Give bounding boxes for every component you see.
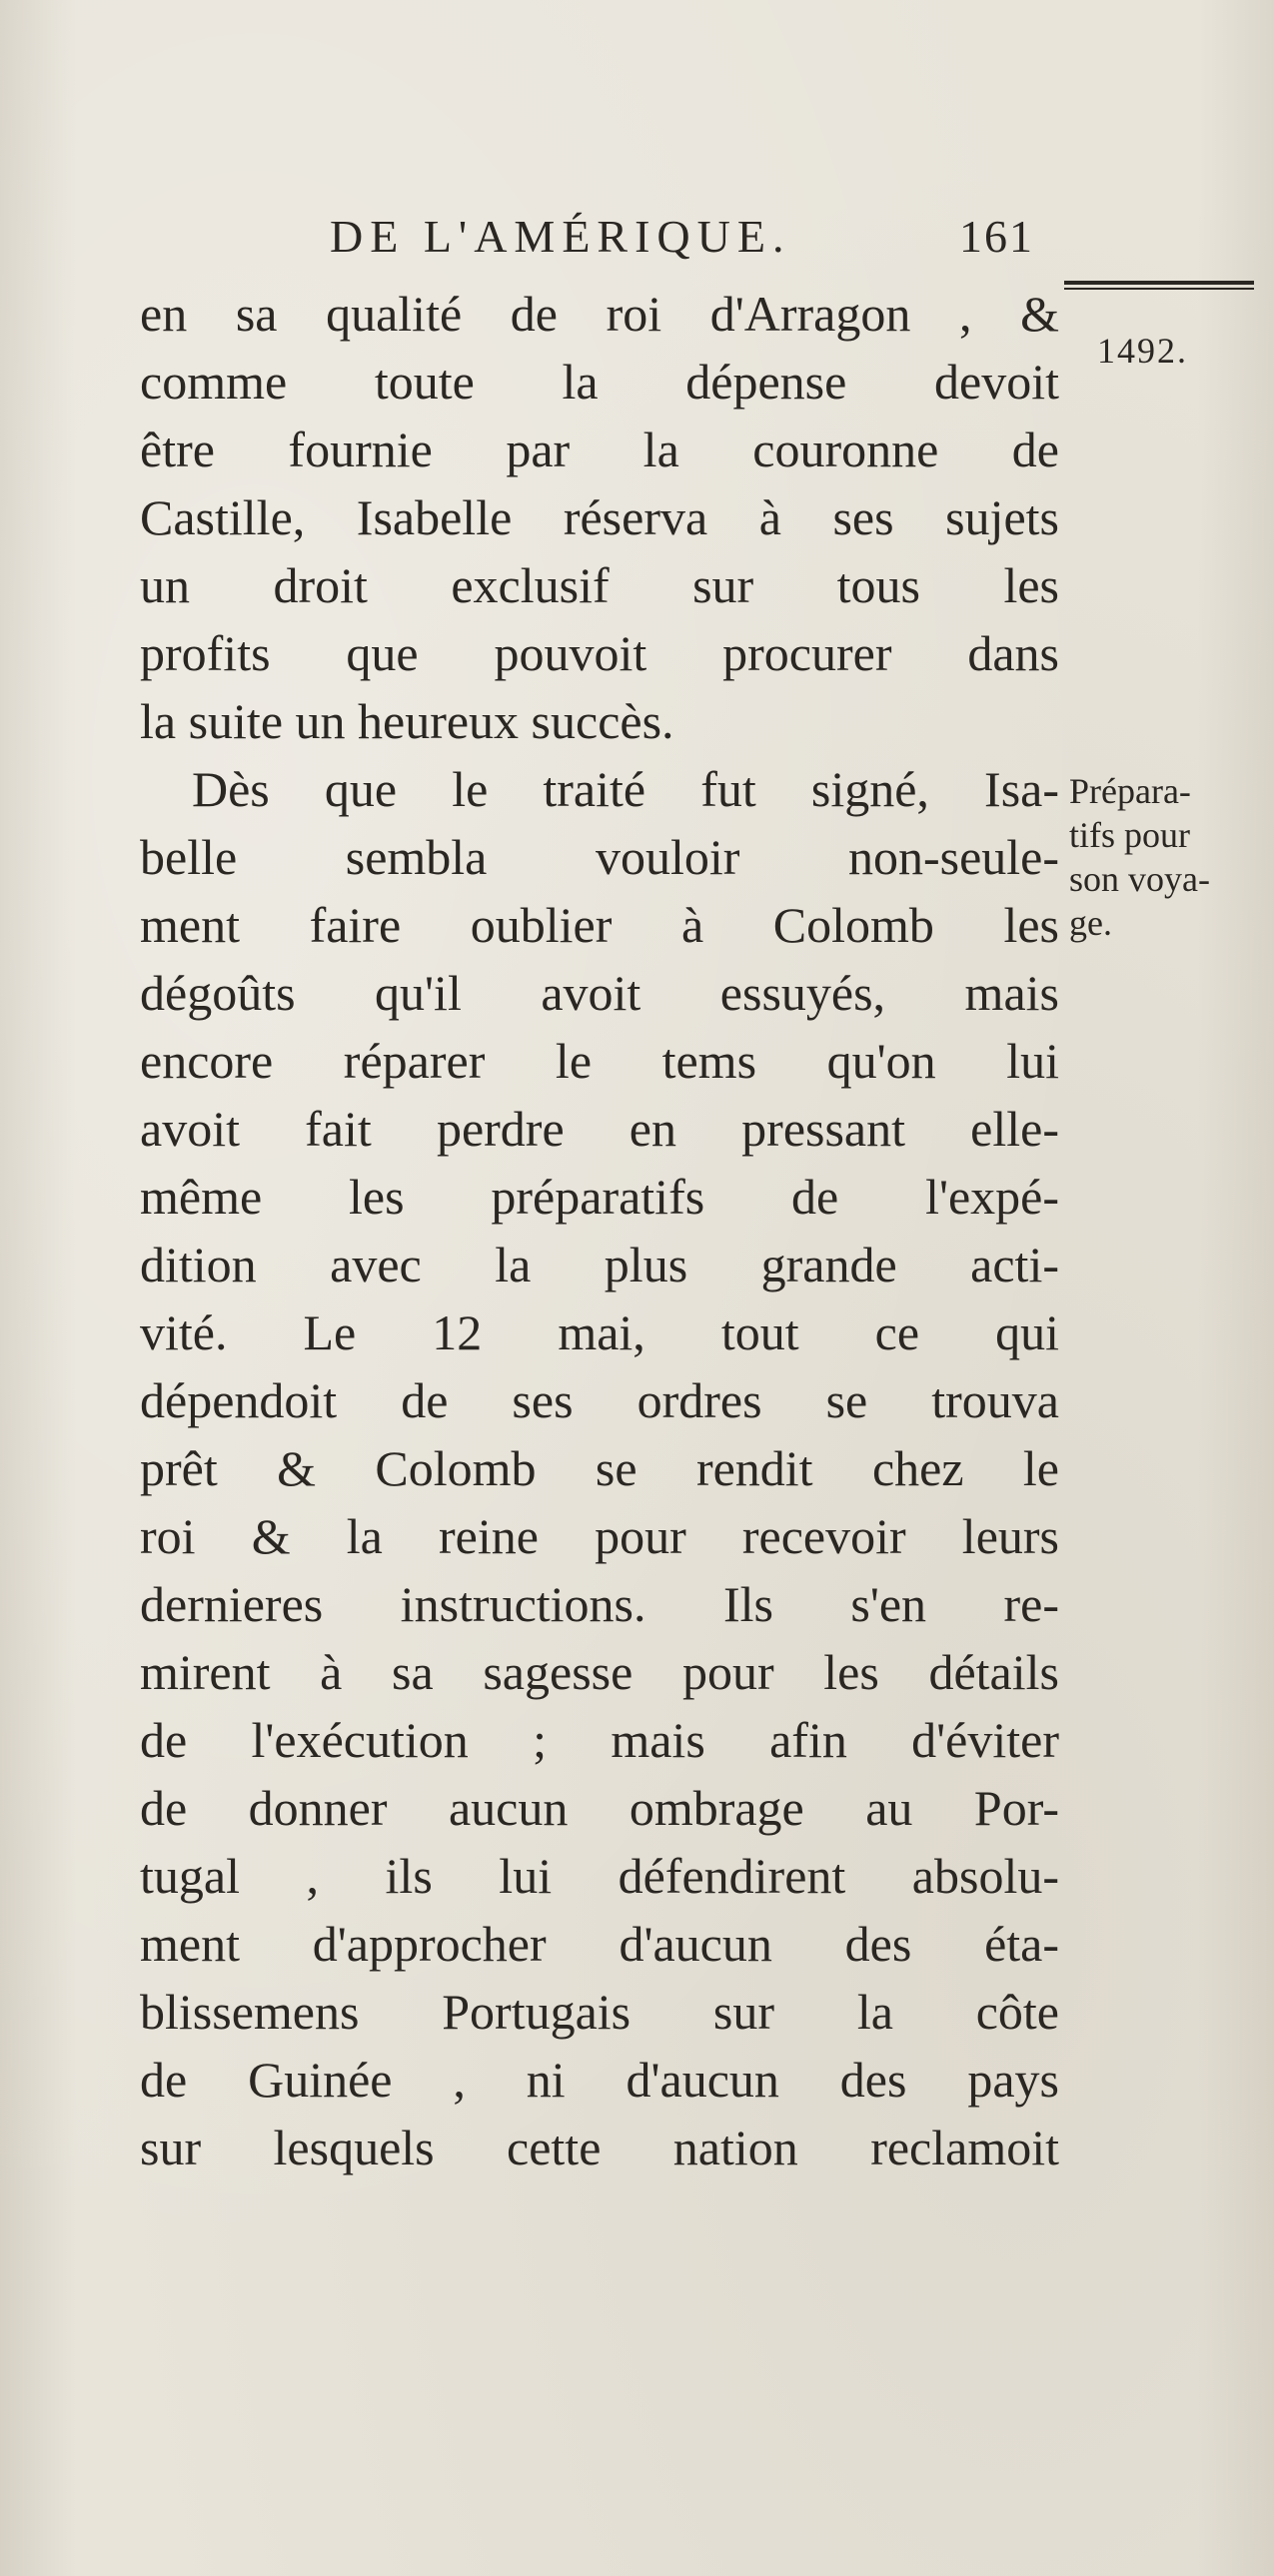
running-head [330, 210, 1034, 270]
text-line: dépendoit de ses ordres se trouva [140, 1372, 1059, 1428]
text-line: tugal , ils lui défendirent absolu- [140, 1848, 1059, 1904]
text-line: vité. Le 12 mai, tout ce qui [140, 1304, 1059, 1360]
text-line: en sa qualité de roi d'Arragon , & [140, 286, 1059, 342]
text-line: de Guinée , ni d'aucun des pays [140, 2052, 1059, 2108]
text-line: la suite un heureux succès. [140, 693, 674, 749]
running-title: DE L'AMÉRIQUE. [330, 211, 791, 262]
text-line: belle sembla vouloir non-seule- [140, 829, 1059, 885]
text-line: être fournie par la couronne de [140, 422, 1059, 477]
text-line: profits que pouvoit procurer dans [140, 625, 1059, 681]
text-line: de donner aucun ombrage au Por- [140, 1780, 1059, 1836]
side-note-line: ge. [1069, 903, 1112, 943]
page-number: 161 [959, 211, 1034, 262]
header-rule-thin [1064, 288, 1254, 290]
side-note-line: Prépara- [1069, 771, 1191, 811]
text-line: même les préparatifs de l'expé- [140, 1169, 1059, 1225]
text-line: Castille, Isabelle réserva à ses sujets [140, 489, 1059, 545]
text-line: un droit exclusif sur tous les [140, 557, 1059, 613]
text-line: sur lesquels cette nation reclamoit [140, 2120, 1059, 2175]
text-line: mirent à sa sagesse pour les détails [140, 1644, 1059, 1700]
header-rule-thick [1064, 281, 1254, 285]
side-note-line: tifs pour [1069, 815, 1190, 855]
text-line: roi & la reine pour recevoir leurs [140, 1508, 1059, 1564]
text-line: de l'exécution ; mais afin d'éviter [140, 1712, 1059, 1768]
text-line: avoit fait perdre en pressant elle- [140, 1101, 1059, 1157]
text-line: encore réparer le tems qu'on lui [140, 1033, 1059, 1089]
margin-side-note [1069, 769, 1269, 945]
text-line: dégoûts qu'il avoit essuyés, mais [140, 965, 1059, 1021]
text-line: Dès que le traité fut signé, Isa- [192, 761, 1059, 817]
body-text [140, 280, 1059, 2181]
text-line: ment faire oublier à Colomb les [140, 897, 1059, 953]
side-note-line: son voya- [1069, 859, 1210, 899]
text-line: prêt & Colomb se rendit chez le [140, 1440, 1059, 1496]
text-line: dernieres instructions. Ils s'en re- [140, 1576, 1059, 1632]
text-line: ment d'approcher d'aucun des éta- [140, 1916, 1059, 1972]
header-rule [1064, 281, 1254, 291]
text-line: comme toute la dépense devoit [140, 354, 1059, 410]
text-line: blissemens Portugais sur la côte [140, 1984, 1059, 2040]
text-line: dition avec la plus grande acti- [140, 1237, 1059, 1292]
margin-year: 1492. [1097, 331, 1188, 371]
